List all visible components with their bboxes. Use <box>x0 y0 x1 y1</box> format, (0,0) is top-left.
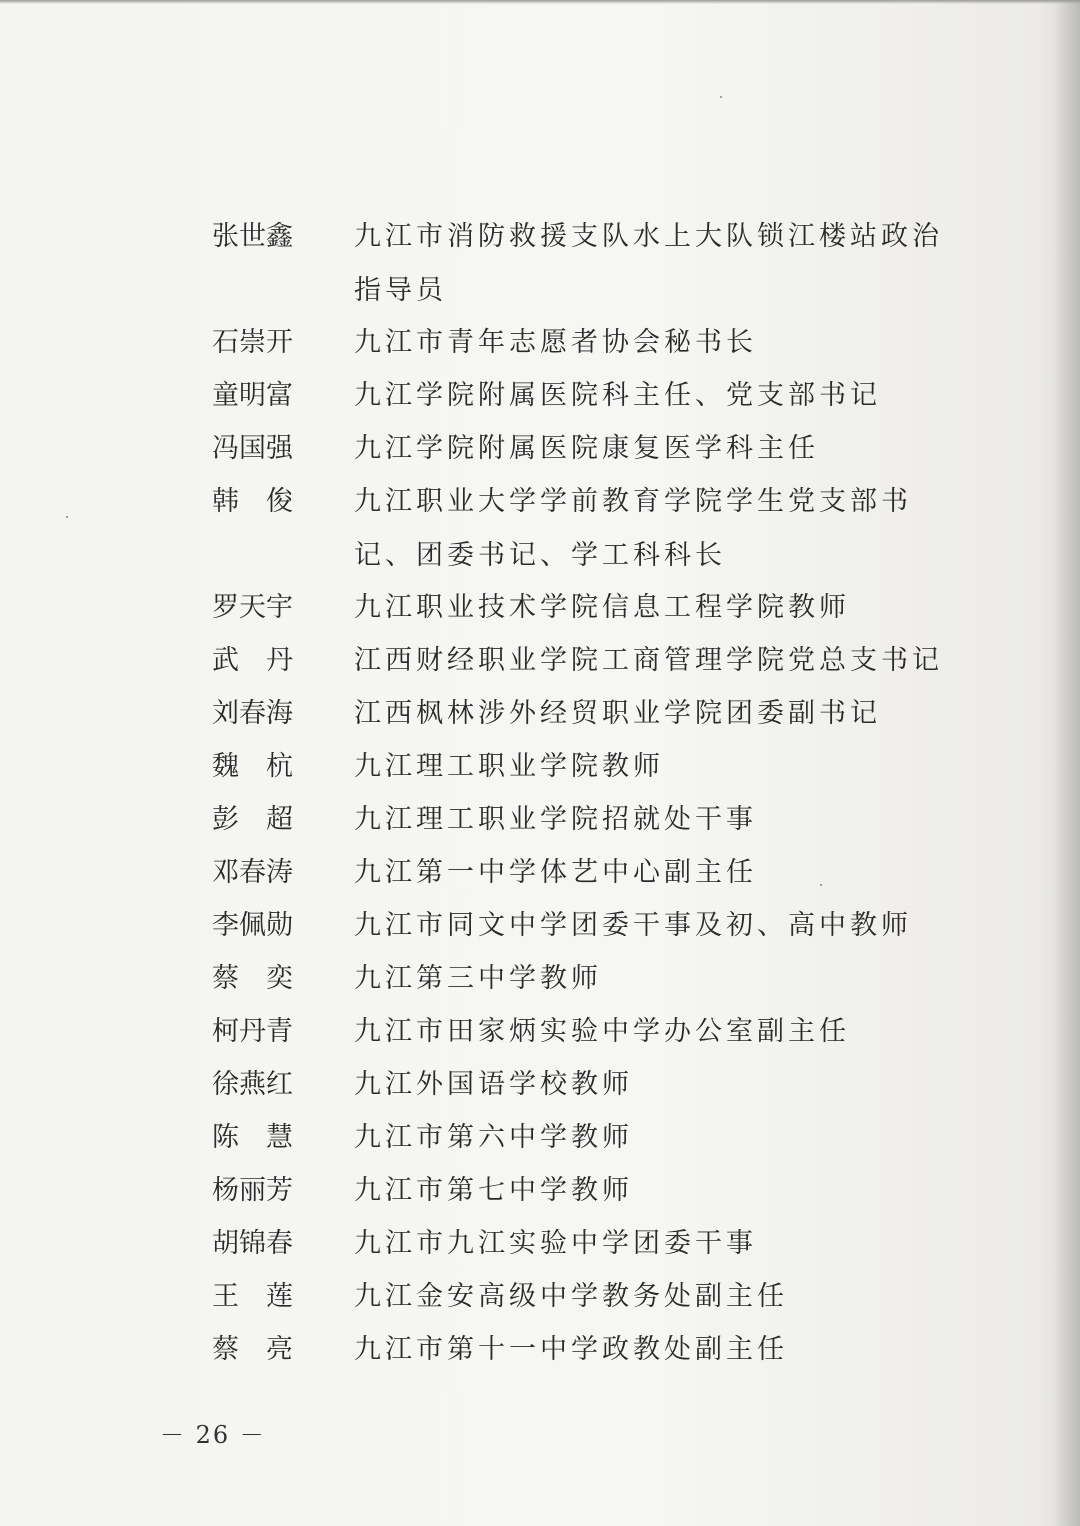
person-affiliation: 九江第一中学体艺中心副主任 <box>354 857 757 888</box>
person-name: 刘春海 <box>212 698 293 729</box>
person-affiliation: 九江职业大学学前教育学院学生党支部书记、团委书记、学工科科长 <box>354 486 912 571</box>
person-affiliation: 九江市第七中学教师 <box>354 1175 633 1206</box>
person-name: 冯国强 <box>212 433 293 464</box>
person-name: 李佩勋 <box>212 910 293 941</box>
scan-speck <box>66 516 68 518</box>
person-name: 胡锦春 <box>212 1228 293 1259</box>
person-name: 王 莲 <box>212 1281 293 1312</box>
person-name: 韩 俊 <box>212 486 293 517</box>
person-name: 蔡 亮 <box>212 1334 293 1365</box>
person-affiliation: 九江市青年志愿者协会秘书长 <box>354 327 757 358</box>
person-name: 魏 杭 <box>212 751 293 782</box>
person-affiliation: 九江外国语学校教师 <box>354 1069 633 1100</box>
person-affiliation: 九江市消防救援支队水上大队锁江楼站政治指导员 <box>354 221 943 306</box>
person-name: 彭 超 <box>212 804 293 835</box>
person-name: 张世鑫 <box>212 221 293 252</box>
person-affiliation: 江西财经职业学院工商管理学院党总支书记 <box>354 645 943 676</box>
person-name: 蔡 奕 <box>212 963 293 994</box>
person-affiliation: 九江市九江实验中学团委干事 <box>354 1228 757 1259</box>
person-name: 杨丽芳 <box>212 1175 293 1206</box>
person-affiliation: 九江职业技术学院信息工程学院教师 <box>354 592 850 623</box>
person-affiliation: 九江市第十一中学政教处副主任 <box>354 1334 788 1365</box>
person-affiliation: 九江第三中学教师 <box>354 963 602 994</box>
person-affiliation: 九江市田家炳实验中学办公室副主任 <box>354 1016 850 1047</box>
person-name: 徐燕红 <box>212 1069 293 1100</box>
person-name: 邓春涛 <box>212 857 293 888</box>
person-affiliation: 九江金安高级中学教务处副主任 <box>354 1281 788 1312</box>
person-affiliation: 九江市同文中学团委干事及初、高中教师 <box>354 910 912 941</box>
scan-speck <box>820 884 822 886</box>
person-affiliation: 九江理工职业学院教师 <box>354 751 664 782</box>
page-number: － 26 － <box>160 1421 266 1449</box>
person-name: 童明富 <box>212 380 293 411</box>
person-name: 石崇开 <box>212 327 293 358</box>
person-name: 柯丹青 <box>212 1016 293 1047</box>
person-name: 罗天宇 <box>212 592 293 623</box>
person-name: 武 丹 <box>212 645 293 676</box>
person-name: 陈 慧 <box>212 1122 293 1153</box>
scan-speck <box>720 96 722 98</box>
person-affiliation: 九江理工职业学院招就处干事 <box>354 804 757 835</box>
person-affiliation: 九江学院附属医院科主任、党支部书记 <box>354 380 881 411</box>
person-affiliation: 九江市第六中学教师 <box>354 1122 633 1153</box>
person-affiliation: 九江学院附属医院康复医学科主任 <box>354 433 819 464</box>
person-affiliation: 江西枫林涉外经贸职业学院团委副书记 <box>354 698 881 729</box>
